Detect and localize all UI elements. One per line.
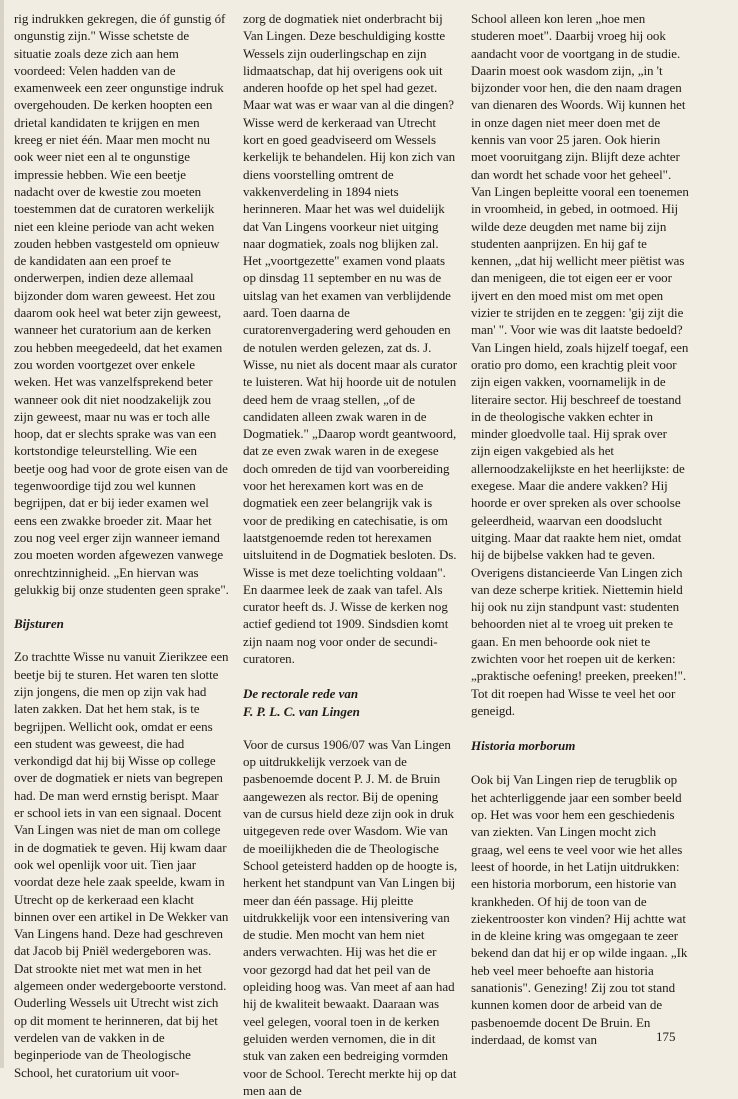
paragraph-wasdom: School alleen kon leren „hoe men studeren moet". Daarbij vroeg hij ook aandacht voor de voortgang in de studie. Daarin moest ook wasdom zijn, „in 't bijzonder voor hen, die den naam dragen van dienaren des Woords. Wij kunnen het in onze dagen niet meer doen met de kennis van voor 25 jaren. Ook hierin moet vooruitgang zijn. Blijft deze achter dan wordt het schade voor het geheel". Van Lingen bepleitte vooral een toenemen in vroomheid, in gebed, in ootmoed. Hij wilde deze deugden met name bij zijn studenten aanprijzen. En hij gaf te kennen, „dat hij wellicht meer piëtist was dan menigeen, die tot eigen eer er voor ijvert en den moed mist om met open vizier te strijden en te zeggen: 'gij zijt die man' ". Voor wie was dit laatste bedoeld? Van Lingen hield, zoals hijzelf toegaf, een oratio pro domo, een krachtig pleit voor zijn eigen vakken, voornamelijk in de literaire sector. Hij beschreef de toestand in de theologische vakken echter in minder gloedvolle taal. Hij sprak over zijn eigen vakgebied als het allernoodzakelijkste en het heerlijkste: de exegese. Maar die andere vakken? Hij hoorde er over spreken als over schoolse geleerdheid, waarvan een doodslucht uitging. Maar dat raakte hem niet, omdat hij de bijbelse vakken had te geven. Overigens distancieerde Van Lingen zich van deze scherpe kritiek. Niettemin hield hij ook nu zijn standpunt vast: studenten behoorden niet al te vroeg uit preken te gaan. En men behoorde ook niet te zwichten voor het roepen uit de kerken: „praktische oefening! preeken, preeken!". Tot dit roepen had Wisse te veel het oor geneigd. — [471, 11, 689, 718]
text-column-middle — [243, 10, 458, 1099]
text-column-right — [471, 10, 689, 1048]
heading-line-2: F. P. L. C. van Lingen — [243, 703, 360, 719]
paragraph-historia-morborum: Ook bij Van Lingen riep de terugblik op het achterliggende jaar een somber beeld op. Het was voor hem een geschiedenis van ziekten. Van Lingen mocht zich graag, wel eens te veel voor wie het alles leest of hoorde, in het Latijn uitdrukken: een historia morborum, een historie van krankheden. Of hij de toon van de ziekentrooster kon vinden? Hij achtte wat in de kleine kring was omgegaan te zeer bekend dan dat hij er op wilde ingaan. „Ik heb veel meer behoefte aan historia sanationis". Genezing! Zij zou tot stand kunnen komen door de arbeid van de pasbenoemde docent De Bruin. En inderdaad, de komst van — [471, 772, 688, 1047]
section-heading-historia-morborum: Historia morborum — [471, 738, 576, 754]
text-column-left — [14, 10, 229, 1081]
heading-line-1: De rectorale rede van — [243, 686, 359, 702]
page-edge-shadow — [0, 0, 4, 1068]
paragraph-rectorale-rede: Voor de cursus 1906/07 was Van Lingen op uitdrukkelijk verzoek van de pasbenoemde docent P. J. M. de Bruin aangewezen als rector. Bij de opening van de cursus hield deze zijn ook in druk uitgegeven rede over Wasdom. Wie van de moeilijkheden die de Theologische School geteisterd hadden op de hoogte is, herkent het standpunt van Van Lingen bij meer dan één passage. Hij pleitte uitdrukkelijk voor een intensivering van de studie. Men mocht van hem niet anders verwachten. Hij was het die er voor gezorgd had dat het peil van de opleiding hoog was. Van meet af aan had hij de kwaliteit bewaakt. Daaraan was veel gelegen, vooral toen in de kerken geluiden werden vernomen, die in dit stuk van zaken een bedreiging vormden voor de School. Terecht merkte hij op dat men aan de — [243, 736, 458, 1098]
section-heading-bijsturen: Bijsturen — [14, 616, 64, 632]
paragraph-bijsturen: Zo trachtte Wisse nu vanuit Zierikzee een beetje bij te sturen. Het waren ten slotte zijn jongens, die men op zijn vak had laten zakken. Dat het hem stak, is te begrijpen. Wellicht ook, omdat er eens een student was geweest, die had verkondigd dat hij bij Wisse op college over de dogmatiek er niets van begrepen had. De man werd ernstig berispt. Maar er school iets in van een signaal. Docent Van Lingen was niet de man om college in de dogmatiek te geven. Hij kwam daar ook wel openlijk voor uit. Tien jaar voordat deze hele zaak speelde, kwam in Utrecht op de kerkeraad een klacht binnen over een artikel in De Wekker van Van Lingens hand. Deze had geschreven dat Jacob bij Pniël wedergeboren was. Dat strookte niet met wat men in het algemeen onder wedergeboorte verstond. Ouderling Wessels uit Utrecht wist zich op dit moment te herinneren, dat bij het verdelen van de vakken in de beginperiode van de Theologische School, het curatorium uit voor- — [14, 649, 229, 1080]
paragraph-exam-situation: rig indrukken gekregen, die óf gunstig óf ongunstig zijn." Wisse schetste de situatie zoals deze zich aan hem voordeed: Velen hadden van de examenweek een zeer ongunstige indruk overgehouden. De kerken hoopten een drietal kandidaten te krijgen en men kreeg er niet één. Maar men mocht nu ook weer niet een al te ongunstige impressie hebben. Wie een beetje nadacht over de kwestie zou moeten toestemmen dat de curatoren werkelijk niet een kleine periode van acht weken zouden hebben vastgesteld om opnieuw de kandidaten aan een proef te onderwerpen, indien deze allemaal bijzonder dom waren geweest. Het zou daarom ook heel wat beter zijn geweest, wanneer het curatorium aan de kerken zou hebben meegedeeld, dat het examen zou worden voortgezet over enkele weken. Het was vanzelfsprekend beter wanneer ook dit niet noodzakelijk zou zijn geweest, maar nu was er toch alle hoop, dat er slechts sprake was van een kortstondige teleurstelling. Wie een beetje oog had voor de grote eisen van de tegenwoordige tijd zou wel kunnen begrijpen, dat er bij ieder examen wel eens een zwakke broeder zit. Maar het zou nog veel erger zijn wanneer iemand zou moeten worden afgewezen vanwege onrechtzinnigheid. „En hiervan was gelukkig bij onze studenten geen sprake". — [14, 11, 229, 597]
paragraph-dogmatiek: zorg de dogmatiek niet onderbracht bij Van Lingen. Deze beschuldiging kostte Wessels zijn ouderlingschap en zijn lidmaatschap, dat hij overigens ook uit anderen hoofde op het spel had gezet. Maar wat was er waar van al die dingen? Wisse werd de kerkeraad van Utrecht kort en goed geadviseerd om Wessels kerkelijk te behandelen. Hij kon zich van diens voorstelling omtrent de vakkenverdeling in 1894 niets herinneren. Maar het was wel duidelijk dat Van Lingens voorkeur niet uitging naar dogmatiek, zoals nog blijken zal. Het „voortgezette" examen vond plaats op dinsdag 11 september en nu was de uitslag van het examen van verblijdende aard. Toen daarna de curatorenvergadering werd gehouden en de notulen werden gelezen, zat ds. J. Wisse, nu niet als docent maar als curator te luisteren. Wat hij hoorde uit de notulen deed hem de vraag stellen, „of de candidaten alleen zwak waren in de Dogmatiek." „Daarop wordt geantwoord, dat ze even zwak waren in de exegese doch omreden de tijd van voorbereiding voor het herexamen kort was en de dogmatiek een zeer belangrijk vak is voor de prediking en catechisatie, is om laatstgenoemde reden tot herexamen uitsluitend in de Dogmatiek besloten. Ds. Wisse is met deze toelichting voldaan". En daarmee leek de zaak van tafel. Als curator heeft ds. J. Wisse de kerken nog actief gediend tot 1909. Sindsdien komt zijn naam nog voor onder de secundi-curatoren. — [243, 11, 457, 666]
page-number: 175 — [656, 1029, 676, 1044]
section-heading-rectorale-rede — [243, 685, 458, 720]
